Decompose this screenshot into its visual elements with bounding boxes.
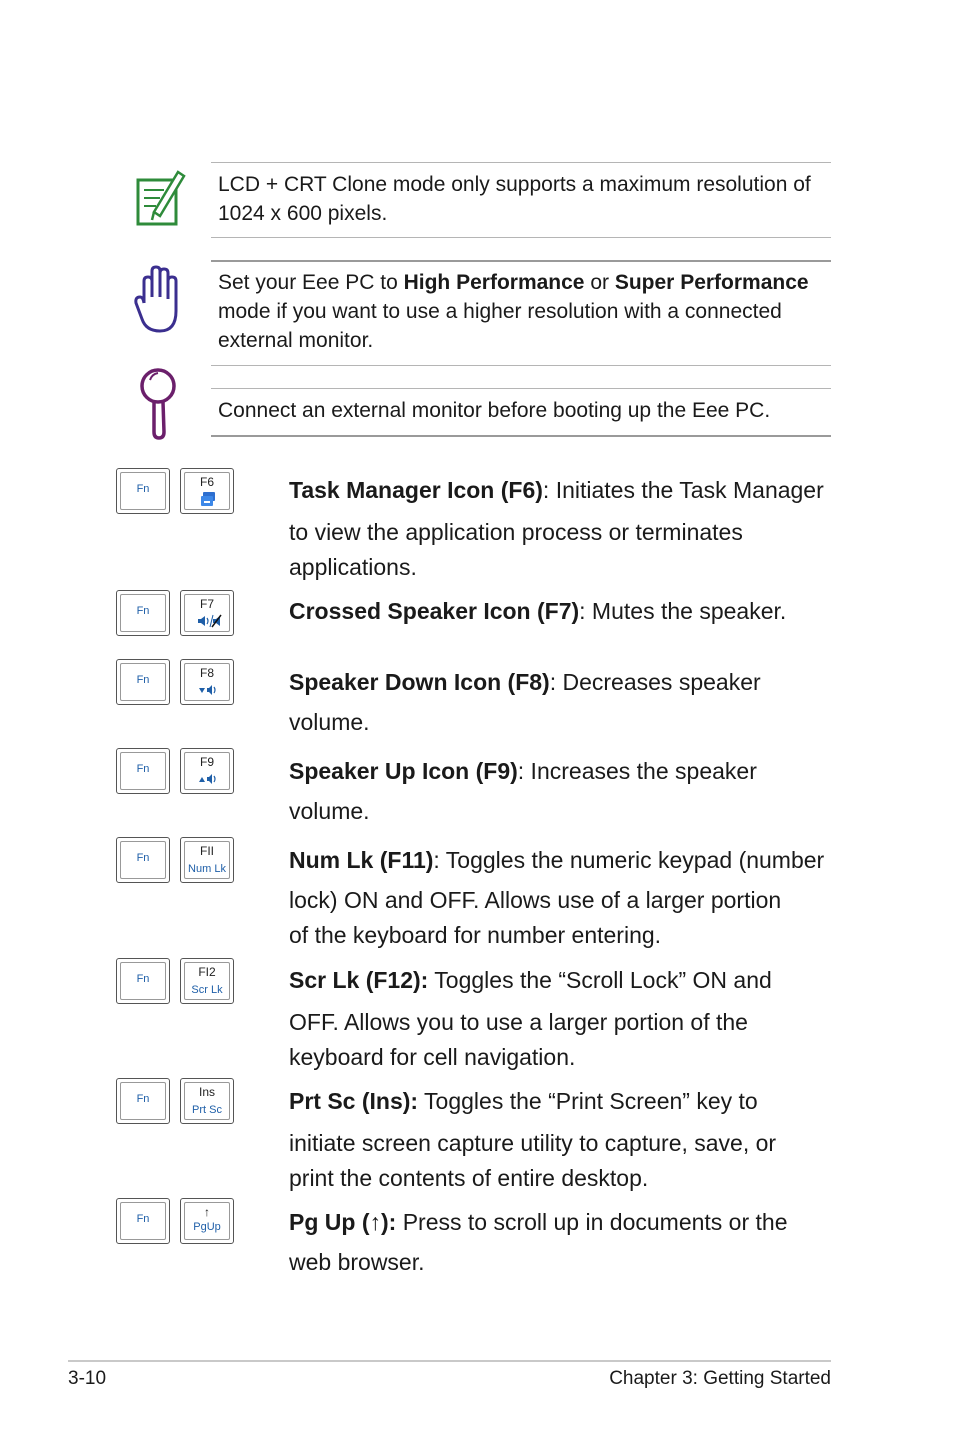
desc-line — [289, 662, 834, 702]
note-bottom-rule — [211, 237, 831, 238]
key-top-label: F7 — [199, 597, 214, 611]
fn-key-label: Fn — [136, 763, 150, 775]
key-title: Crossed Speaker Icon (F7) — [289, 598, 580, 624]
key-combo-f8 — [116, 659, 236, 707]
note-clone-mode: LCD + CRT Clone mode only supports a maximum resolution of 1024 x 600 pixels. — [218, 173, 811, 225]
key-combo-f6 — [116, 468, 236, 516]
desc-text: Toggles the “Scroll Lock” ON and — [428, 967, 772, 993]
key-title: Speaker Up Icon (F9) — [289, 758, 518, 784]
key-description-f8 — [289, 662, 834, 742]
key-combo-ins — [116, 1078, 236, 1126]
key-top-label: F6 — [199, 475, 214, 489]
note-bottom-rule — [211, 435, 831, 437]
key-title: Prt Sc (Ins): — [289, 1088, 419, 1114]
desc-line: initiate screen capture utility to capture, save, or — [289, 1130, 777, 1156]
desc-line: web browser. — [289, 1249, 425, 1275]
hand-caution-icon — [130, 263, 186, 339]
key-sub-label: Num Lk — [188, 863, 226, 875]
speaker-mute-icon — [196, 613, 222, 629]
fn-key — [116, 1078, 170, 1124]
key-sub-label: PgUp — [193, 1221, 221, 1233]
key-title: Task Manager Icon (F6) — [289, 477, 543, 503]
key-description-f12 — [289, 960, 834, 1073]
key-combo-f7 — [116, 590, 236, 638]
f8-key — [180, 659, 234, 705]
desc-text: Toggles the numeric keypad (number — [439, 847, 825, 873]
note-top-rule — [211, 260, 831, 262]
desc-line — [289, 1081, 834, 1121]
desc-line: lock) ON and OFF. Allows use of a larger portion — [289, 887, 782, 913]
desc-text: Decreases speaker — [556, 669, 761, 695]
speaker-down-icon — [196, 682, 222, 698]
desc-line — [289, 591, 834, 631]
key-description-f6 — [289, 470, 834, 583]
desc-sep: : — [433, 847, 440, 873]
desc-line: OFF. Allows you to use a larger portion of the — [289, 1009, 748, 1035]
f6-key — [180, 468, 234, 514]
key-top-label: FI2 — [198, 965, 216, 979]
f11-key — [180, 837, 234, 883]
f7-key — [180, 590, 234, 636]
key-top-label: F9 — [199, 755, 214, 769]
fn-key-label: Fn — [136, 1213, 150, 1225]
desc-line: of the keyboard for number entering. — [289, 922, 662, 948]
desc-text: Increases the speaker — [524, 758, 757, 784]
key-combo-pgup — [116, 1198, 236, 1246]
desc-line: keyboard for cell navigation. — [289, 1044, 576, 1070]
note-performance-mode — [218, 268, 828, 355]
key-description-f11 — [289, 840, 834, 951]
page-number: 3-10 — [68, 1368, 107, 1389]
key-title: Speaker Down Icon (F8) — [289, 669, 550, 695]
fn-key — [116, 1198, 170, 1244]
key-sub-label: Prt Sc — [192, 1104, 222, 1116]
key-combo-f12 — [116, 958, 236, 1006]
key-top-label: ↑ — [204, 1205, 210, 1219]
key-top-label: FII — [200, 844, 214, 858]
desc-line: volume. — [289, 709, 370, 735]
desc-line — [289, 470, 834, 510]
desc-line: applications. — [289, 554, 417, 580]
key-description-ins — [289, 1081, 834, 1194]
note-top-rule — [211, 162, 831, 163]
note-bold: High Performance — [403, 271, 585, 294]
f12-key — [180, 958, 234, 1004]
key-description-pgup — [289, 1202, 834, 1282]
desc-line: volume. — [289, 798, 370, 824]
key-top-label: Ins — [198, 1085, 215, 1099]
desc-line: to view the application process or terminates — [289, 519, 743, 545]
desc-line — [289, 960, 834, 1000]
fn-key-label: Fn — [136, 483, 150, 495]
fn-key-label: Fn — [136, 674, 150, 686]
note-text: Set your Eee PC to — [218, 271, 404, 294]
desc-text: Initiates the Task Manager — [549, 477, 824, 503]
fn-key — [116, 958, 170, 1004]
fn-key — [116, 837, 170, 883]
desc-text: Mutes the speaker. — [585, 598, 787, 624]
magnifier-tip-icon — [130, 366, 186, 442]
desc-sep: : — [579, 598, 586, 624]
fn-key-label: Fn — [136, 605, 150, 617]
pgup-key — [180, 1198, 234, 1244]
note-bottom-rule — [211, 365, 831, 366]
pencil-note-icon — [130, 160, 186, 236]
task-manager-icon — [196, 491, 222, 507]
key-description-f9 — [289, 751, 834, 831]
fn-key — [116, 590, 170, 636]
note-bold: Super Performance — [614, 271, 809, 294]
chapter-title: Chapter 3: Getting Started — [609, 1368, 831, 1389]
footer-rule — [68, 1360, 831, 1362]
note-external-monitor: Connect an external monitor before booting up the Eee PC. — [218, 399, 771, 422]
desc-text: Toggles the “Print Screen” key to — [418, 1088, 758, 1114]
key-title: Pg Up (↑): — [289, 1209, 397, 1235]
desc-sep: : — [549, 669, 557, 695]
desc-line: print the contents of entire desktop. — [289, 1165, 649, 1191]
desc-sep: : — [542, 477, 550, 503]
key-description-f7 — [289, 591, 834, 631]
desc-sep: : — [517, 758, 525, 784]
note-text: or — [584, 271, 615, 294]
fn-key-label: Fn — [136, 852, 150, 864]
note-text: mode if you want to use a higher resolution with a connected external monitor. — [218, 300, 782, 352]
speaker-up-icon — [196, 771, 222, 787]
fn-key — [116, 659, 170, 705]
ins-key — [180, 1078, 234, 1124]
key-combo-f9 — [116, 748, 236, 796]
fn-key-label: Fn — [136, 973, 150, 985]
fn-key — [116, 468, 170, 514]
key-combo-f11 — [116, 837, 236, 885]
key-title: Scr Lk (F12): — [289, 967, 429, 993]
desc-line — [289, 1202, 834, 1242]
desc-line — [289, 751, 834, 791]
note-top-rule — [211, 388, 831, 389]
key-top-label: F8 — [199, 666, 214, 680]
key-sub-label: Scr Lk — [191, 984, 223, 996]
fn-key-label: Fn — [136, 1093, 150, 1105]
f9-key — [180, 748, 234, 794]
desc-text: Press to scroll up in documents or the — [396, 1209, 788, 1235]
desc-line — [289, 840, 834, 880]
key-title: Num Lk (F11) — [289, 847, 434, 873]
fn-key — [116, 748, 170, 794]
